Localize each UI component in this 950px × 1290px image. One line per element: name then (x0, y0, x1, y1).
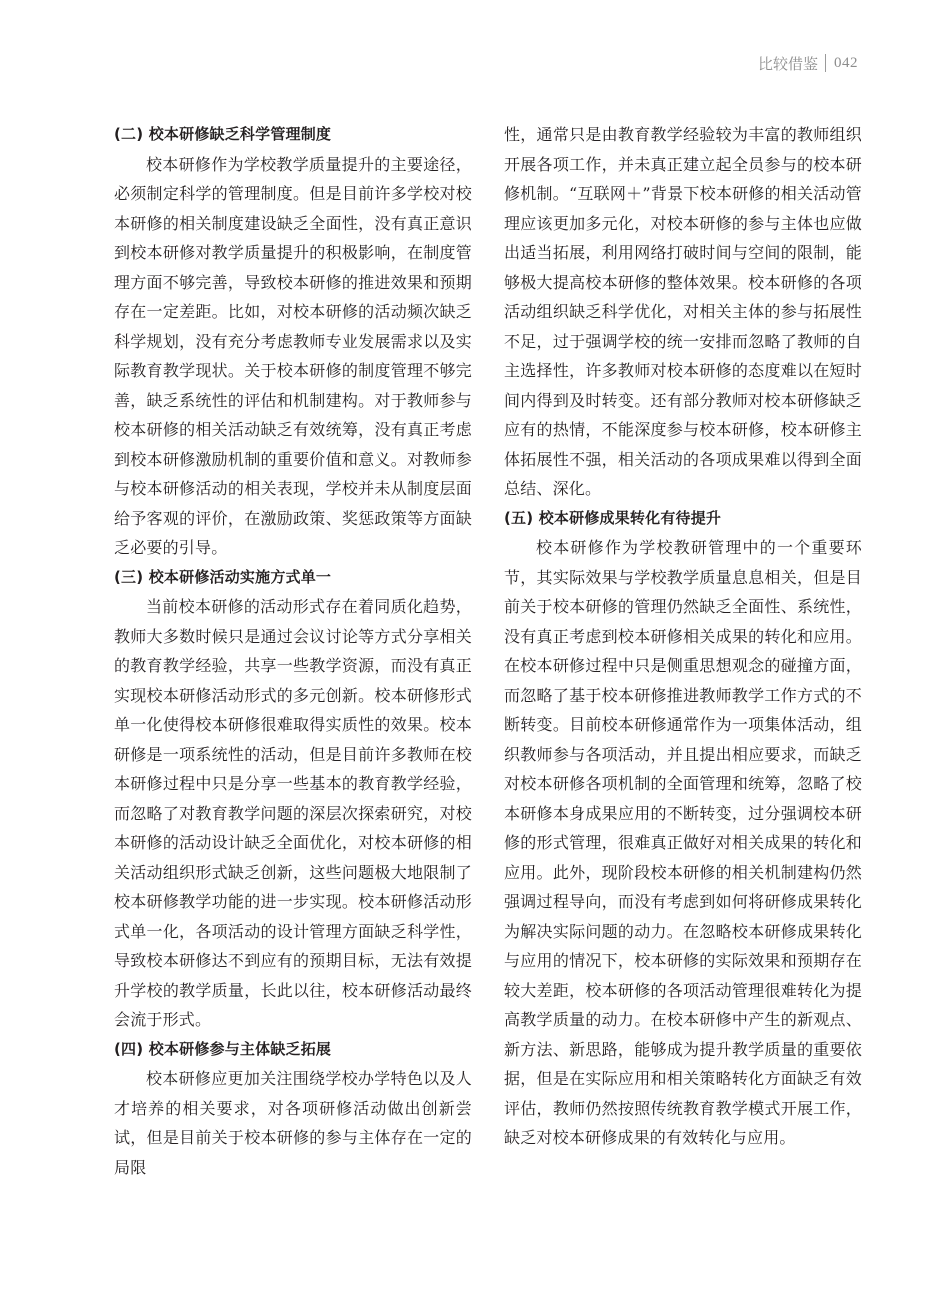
running-header-section: 比较借鉴 (757, 54, 818, 73)
section-2-paragraph: 校本研修作为学校教学质量提升的主要途径，必须制定科学的管理制度。但是目前许多学校对校本研修的相关制度建设缺乏全面性，没有真正意识到校本研修对教学质量提升的积极影响，在制度管理方面不够完善，导致校本研修的推进效果和预期存在一定差距。比如，对校本研修的活动频次缺乏科学规划，没有充分考虑教师专业发展需求以及实际教育教学现状。关于校本研修的制度管理不够完善，缺乏系统性的评估和机制建构。对于教师参与校本研修的相关活动缺乏有效统筹，没有真正考虑到校本研修激励机制的重要价值和意义。对教师参与校本研修活动的相关表现，学校并未从制度层面给予客观的评价，在激励政策、奖惩政策等方面缺乏必要的引导。 (114, 154, 472, 557)
section-3-paragraph: 当前校本研修的活动形式存在着同质化趋势，教师大多数时候只是通过会议讨论等方式分享相关的教育教学经验，共享一些教学资源，而没有真正实现校本研修活动形式的多元创新。校本研修形式单一化使得校本研修很难取得实质性的效果。校本研修是一项系统性的活动，但是目前许多教师在校本研修过程中只是分享一些基本的教育教学经验，而忽略了对教育教学问题的深层次探索研究，对校本研修的活动设计缺乏全面优化，对校本研修的相关活动组织形式缺乏创新，这些问题极大地限制了校本研修教学功能的进一步实现。校本研修活动形式单一化，各项活动的设计管理方面缺乏科学性，导致校本研修达不到应有的预期目标，无法有效提升学校的教学质量，长此以往，校本研修活动最终会流于形式。 (114, 597, 472, 1029)
section-5-heading: (五) 校本研修成果转化有待提升 (504, 508, 722, 527)
section-4-paragraph-start: 校本研修应更加关注围绕学校办学特色以及人才培养的相关要求，对各项研修活动做出创新尝试，但是目前关于校本研修的参与主体存在一定的局限 (114, 1069, 472, 1177)
page-number: 042 (834, 54, 858, 71)
section-4-paragraph-continued: 性，通常只是由教育教学经验较为丰富的教师组织开展各项工作，并未真正建立起全员参与的校本研修机制。“互联网＋”背景下校本研修的相关活动管理应该更加多元化，对校本研修的参与主体也应做出适当拓展，利用网络打破时间与空间的限制，能够极大提高校本研修的整体效果。校本研修的各项活动组织缺乏科学优化，对相关主体的参与拓展性不足，过于强调学校的统一安排而忽略了教师的自主选择性，许多教师对校本研修的态度难以在短时间内得到及时转变。还有部分教师对校本研修缺乏应有的热情，不能深度参与校本研修，校本研修主体拓展性不强，相关活动的各项成果难以得到全面总结、深化。 (504, 125, 862, 498)
section-3-heading: (三) 校本研修活动实施方式单一 (114, 567, 332, 586)
right-column (504, 120, 862, 1153)
left-column (114, 120, 472, 1182)
section-5-paragraph: 校本研修作为学校教研管理中的一个重要环节，其实际效果与学校教学质量息息相关，但是目前关于校本研修的管理仍然缺乏全面性、系统性，没有真正考虑到校本研修相关成果的转化和应用。在校本研修过程中只是侧重思想观念的碰撞方面，而忽略了基于校本研修推进教师教学工作方式的不断转变。目前校本研修通常作为一项集体活动，组织教师参与各项活动，并且提出相应要求，而缺乏对校本研修各项机制的全面管理和统筹，忽略了校本研修本身成果应用的不断转变，过分强调校本研修的形式管理，很难真正做好对相关成果的转化和应用。此外，现阶段校本研修的相关机制建构仍然强调过程导向，而没有考虑到如何将研修成果转化为解决实际问题的动力。在忽略校本研修成果转化与应用的情况下，校本研修的实际效果和预期存在较大差距，校本研修的各项活动管理很难转化为提高教学质量的动力。在校本研修中产生的新观点、新方法、新思路，能够成为提升教学质量的重要依据，但是在实际应用和相关策略转化方面缺乏有效评估，教师仍然按照传统教育教学模式开展工作，缺乏对校本研修成果的有效转化与应用。 (504, 538, 862, 1147)
section-4-heading: (四) 校本研修参与主体缺乏拓展 (114, 1039, 332, 1058)
header-divider (825, 54, 826, 72)
running-header (758, 52, 858, 74)
section-2-heading: (二) 校本研修缺乏科学管理制度 (114, 125, 332, 143)
